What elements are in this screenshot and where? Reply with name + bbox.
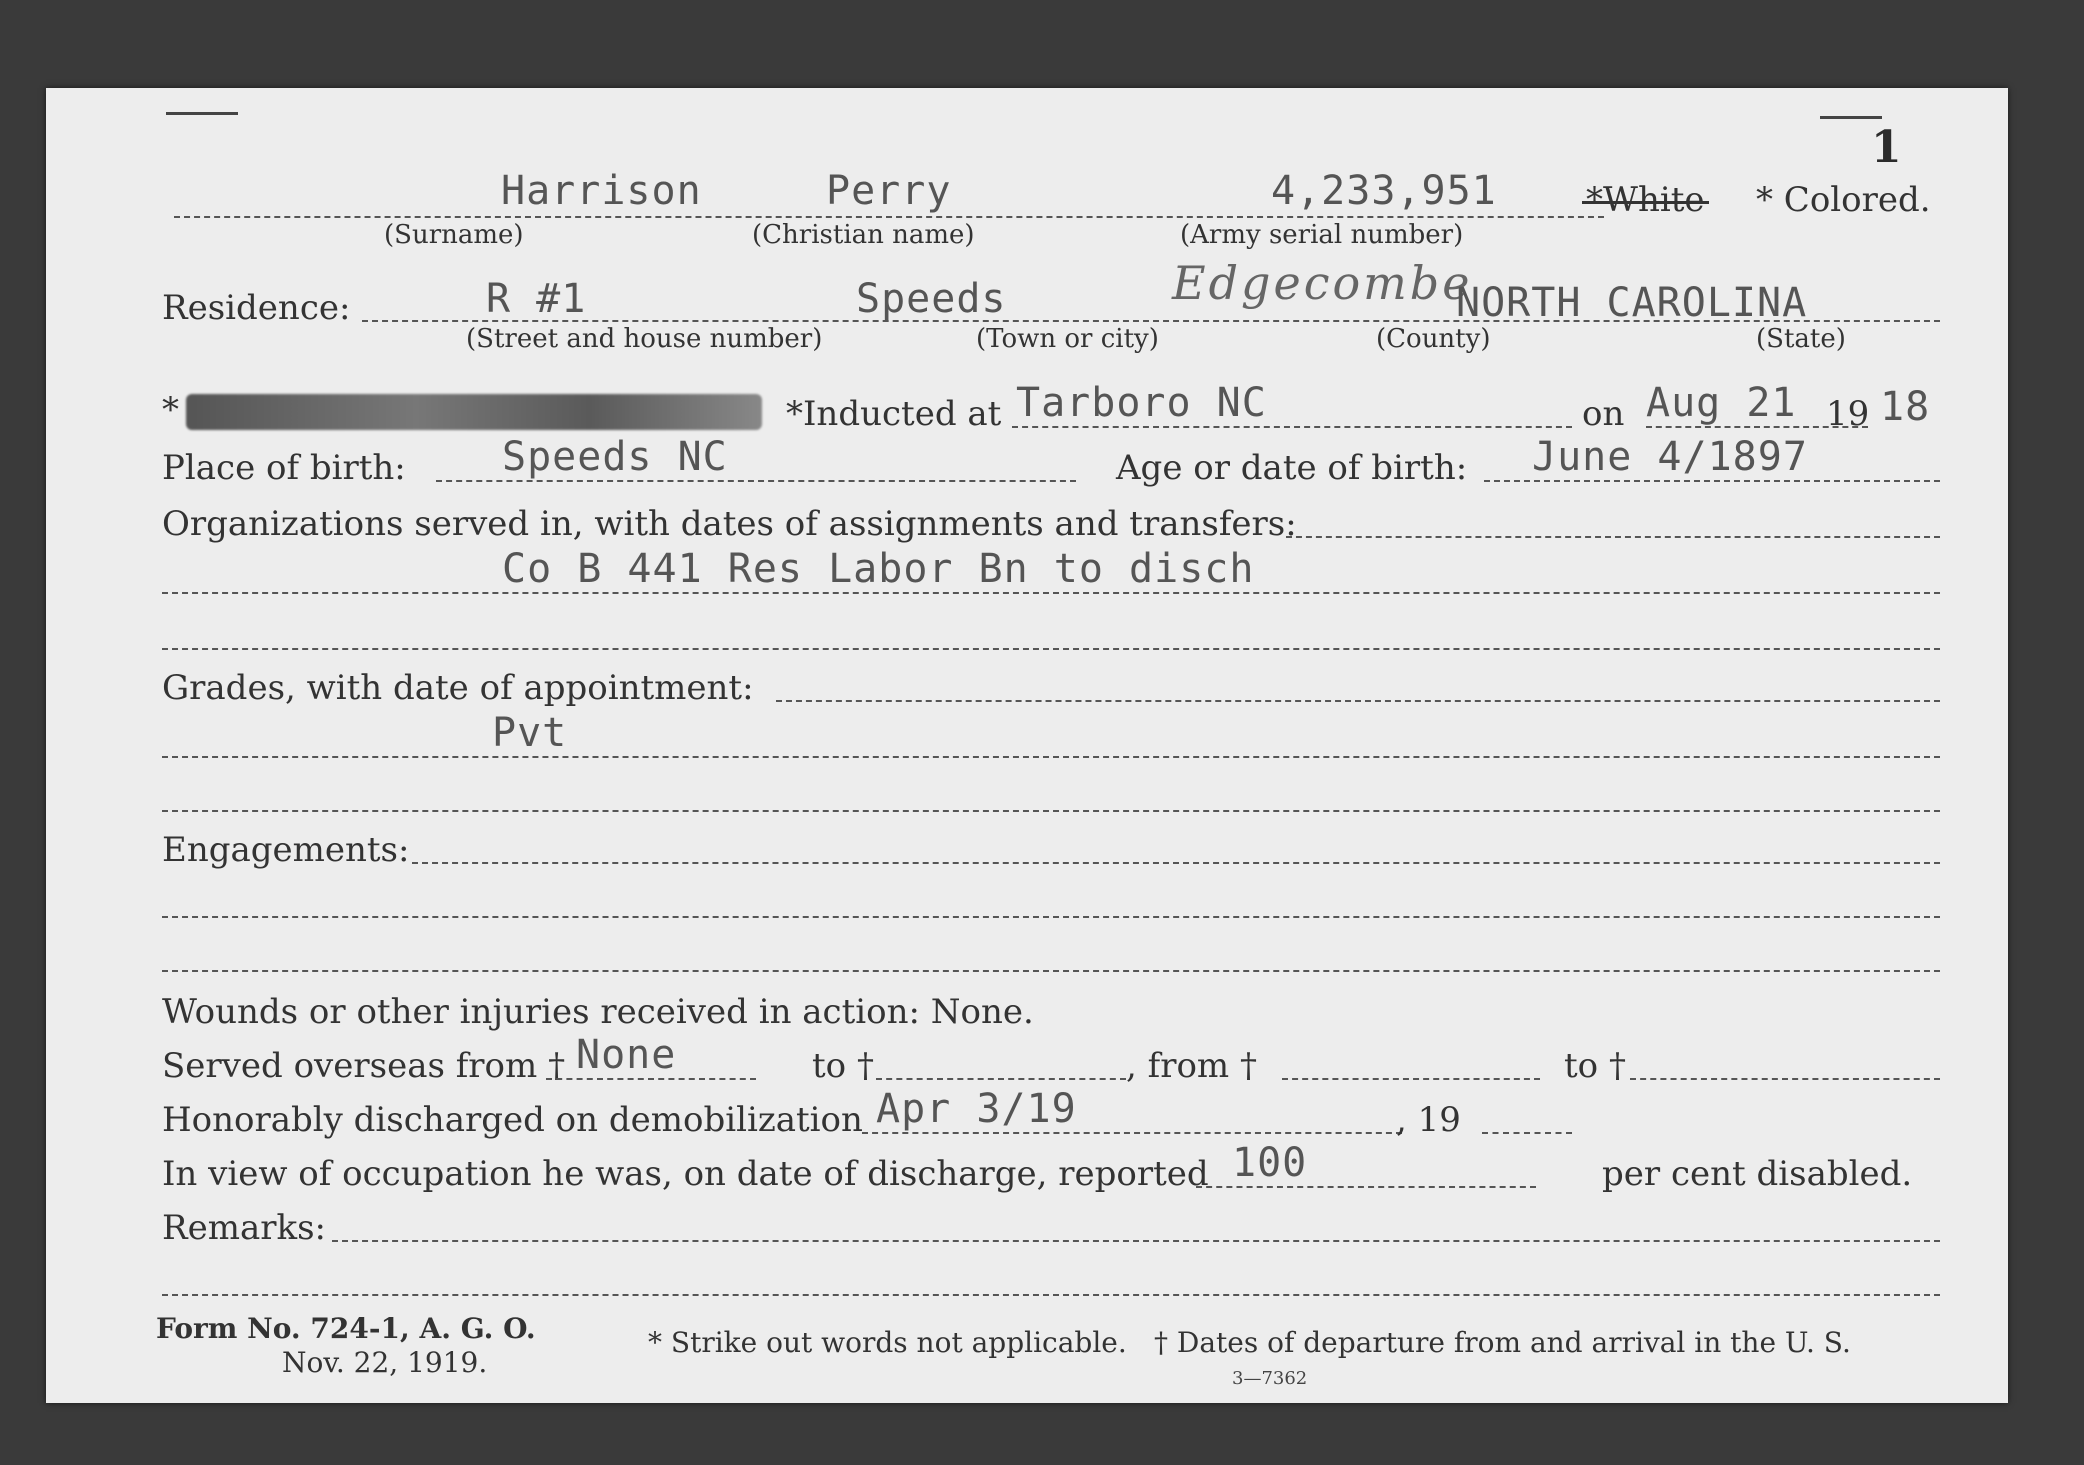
residence-label: Residence: bbox=[162, 288, 351, 328]
serial-number-value: 4,233,951 bbox=[1271, 168, 1497, 214]
engagements-line-3 bbox=[162, 970, 1940, 972]
county-caption: (County) bbox=[1376, 324, 1491, 354]
birth-place-line bbox=[436, 480, 1076, 482]
birth-date-line bbox=[1484, 480, 1940, 482]
town-caption: (Town or city) bbox=[976, 324, 1159, 354]
christian-name-value: Perry bbox=[826, 168, 952, 214]
overseas-from1: None bbox=[576, 1032, 677, 1078]
inducted-year: 18 bbox=[1880, 384, 1931, 430]
race-struck: *White bbox=[1586, 180, 1705, 220]
redacted-enlistment-options bbox=[186, 394, 762, 430]
overseas-to2-line bbox=[1630, 1078, 1940, 1080]
inducted-place-line bbox=[1012, 426, 1572, 428]
disability-percent: 100 bbox=[1232, 1140, 1308, 1186]
remarks-line-1 bbox=[332, 1240, 1940, 1242]
organizations-line-3 bbox=[162, 648, 1940, 650]
overseas-to2-label: to † bbox=[1564, 1046, 1626, 1086]
birth-date: June 4/1897 bbox=[1532, 434, 1808, 480]
grades-label: Grades, with date of appointment: bbox=[162, 668, 754, 708]
disability-label: In view of occupation he was, on date of discharge, reported bbox=[162, 1154, 1209, 1194]
grades-line-3 bbox=[162, 810, 1940, 812]
overseas-from2-line bbox=[1282, 1078, 1540, 1080]
surname-value: Harrison bbox=[501, 168, 702, 214]
overseas-from2-label: , from † bbox=[1126, 1046, 1257, 1086]
print-code: 3—7362 bbox=[1232, 1368, 1308, 1389]
residence-town: Speeds bbox=[856, 276, 1007, 322]
organizations-line-1 bbox=[1286, 536, 1940, 538]
grades-line-1 bbox=[776, 700, 1940, 702]
discharge-date-line bbox=[862, 1132, 1402, 1134]
inducted-on-label: on bbox=[1582, 394, 1625, 434]
top-right-rule bbox=[1820, 116, 1882, 119]
organizations-value: Co B 441 Res Labor Bn to disch bbox=[502, 546, 1255, 592]
grades-value: Pvt bbox=[492, 710, 568, 756]
form-date: Nov. 22, 1919. bbox=[282, 1346, 488, 1379]
inducted-date: Aug 21 bbox=[1646, 380, 1797, 426]
overseas-label: Served overseas from † bbox=[162, 1046, 566, 1086]
residence-county: Edgecombe bbox=[1172, 256, 1473, 310]
remarks-line-2 bbox=[162, 1294, 1940, 1296]
birth-place: Speeds NC bbox=[502, 434, 728, 480]
organizations-line-2 bbox=[162, 592, 1940, 594]
engagements-line-2 bbox=[162, 916, 1940, 918]
induction-star: * bbox=[162, 390, 179, 430]
form-number: Form No. 724-1, A. G. O. bbox=[156, 1312, 536, 1345]
disability-suffix: per cent disabled. bbox=[1602, 1154, 1913, 1194]
disability-line bbox=[1196, 1186, 1536, 1188]
strike-note: * Strike out words not applicable. bbox=[648, 1326, 1127, 1359]
discharge-label: Honorably discharged on demobilization bbox=[162, 1100, 863, 1140]
race-marked: * Colored. bbox=[1756, 180, 1931, 220]
grades-line-2 bbox=[162, 756, 1940, 758]
card-number: 1 bbox=[1871, 122, 1902, 173]
dates-note: † Dates of departure from and arrival in the U. S. bbox=[1154, 1326, 1851, 1359]
residence-state: NORTH CAROLINA bbox=[1456, 280, 1808, 326]
birth-date-label: Age or date of birth: bbox=[1116, 448, 1468, 488]
residence-street: R #1 bbox=[486, 276, 587, 322]
serial-caption: (Army serial number) bbox=[1180, 220, 1464, 250]
engagements-line-1 bbox=[412, 862, 1940, 864]
discharge-year-line bbox=[1482, 1132, 1572, 1134]
overseas-from1-line bbox=[546, 1078, 756, 1080]
birth-place-label: Place of birth: bbox=[162, 448, 406, 488]
inducted-label: *Inducted at bbox=[786, 394, 1002, 434]
engagements-label: Engagements: bbox=[162, 830, 410, 870]
top-left-rule bbox=[166, 112, 238, 115]
street-caption: (Street and house number) bbox=[466, 324, 823, 354]
christian-caption: (Christian name) bbox=[752, 220, 975, 250]
surname-caption: (Surname) bbox=[384, 220, 524, 250]
remarks-label: Remarks: bbox=[162, 1208, 326, 1248]
name-line bbox=[174, 216, 1604, 218]
service-record-card bbox=[46, 88, 2008, 1403]
wounds-text: Wounds or other injuries received in action: None. bbox=[162, 992, 1034, 1032]
overseas-to1-label: to † bbox=[812, 1046, 874, 1086]
discharge-date: Apr 3/19 bbox=[876, 1086, 1077, 1132]
discharge-year-label: , 19 bbox=[1396, 1100, 1461, 1140]
inducted-place: Tarboro NC bbox=[1016, 380, 1267, 426]
state-caption: (State) bbox=[1756, 324, 1846, 354]
inducted-year-prefix: 19 bbox=[1826, 394, 1870, 434]
organizations-label: Organizations served in, with dates of assignments and transfers: bbox=[162, 504, 1297, 544]
overseas-to1-line bbox=[876, 1078, 1126, 1080]
